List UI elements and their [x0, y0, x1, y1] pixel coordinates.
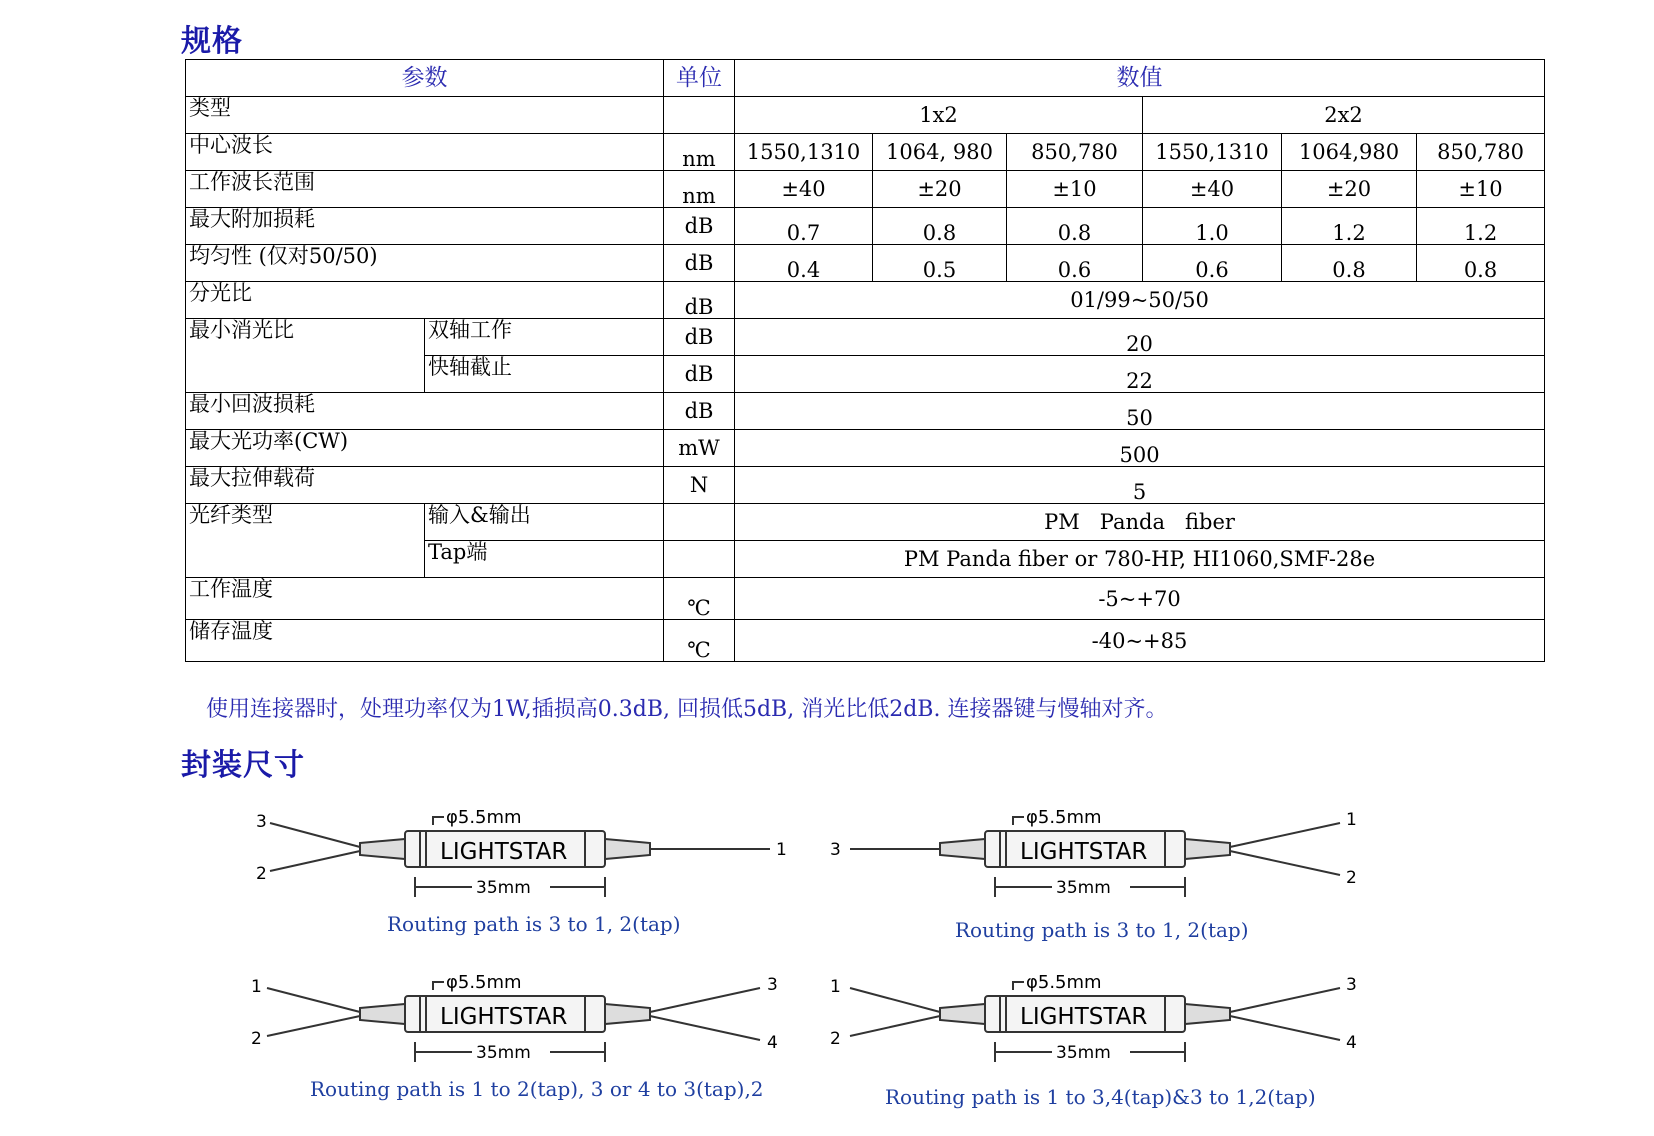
header-param: 参数 — [186, 60, 664, 97]
boot — [1185, 839, 1230, 859]
range-value: ±20 — [1282, 171, 1417, 208]
fiber-line — [1230, 823, 1340, 847]
diameter-label: φ5.5mm — [446, 807, 522, 828]
diagram-3-caption: Routing path is 1 to 2(tap), 3 or 4 to 3(tap),2 — [310, 1077, 764, 1101]
range-row — [186, 171, 1545, 208]
type-unit — [664, 97, 735, 134]
op-temp-row — [186, 578, 1545, 620]
coupler-diagram-1 — [250, 795, 810, 905]
brand-label: LIGHTSTAR — [1020, 1004, 1148, 1030]
fiber-line — [267, 1016, 360, 1036]
tensile-value: 5 — [735, 467, 1545, 504]
power-label: 最大光功率(CW) — [186, 430, 664, 467]
spec-heading: 规格 — [181, 24, 243, 59]
port-label: 3 — [830, 840, 841, 860]
fiber-sub1-value: PM Panda fiber — [735, 504, 1545, 541]
uniformity-value: 0.6 — [1143, 245, 1282, 282]
boot — [605, 1004, 650, 1024]
extinction-label: 最小消光比 — [186, 319, 425, 393]
fiber-line — [850, 988, 940, 1012]
fiber-sub2-unit — [664, 541, 735, 578]
length-label: 35mm — [476, 1043, 531, 1063]
tensile-row — [186, 467, 1545, 504]
uniformity-value: 0.8 — [1282, 245, 1417, 282]
port-label: 3 — [1346, 975, 1357, 995]
wavelength-label: 中心波长 — [186, 134, 664, 171]
op-temp-value: -5~+70 — [735, 578, 1545, 620]
uniformity-value: 0.5 — [873, 245, 1007, 282]
loss-value: 1.0 — [1143, 208, 1282, 245]
uniformity-value: 0.8 — [1417, 245, 1545, 282]
port-label: 2 — [1346, 868, 1357, 888]
coupler-diagram-2 — [820, 795, 1380, 905]
boot — [940, 839, 985, 859]
op-temp-label: 工作温度 — [186, 578, 664, 620]
loss-value: 0.8 — [873, 208, 1007, 245]
port-label: 4 — [1346, 1033, 1357, 1053]
boot — [360, 839, 405, 859]
header-unit: 单位 — [664, 60, 735, 97]
range-label: 工作波长范围 — [186, 171, 664, 208]
loss-value: 1.2 — [1417, 208, 1545, 245]
coupler-diagram-3 — [245, 960, 805, 1070]
brand-label: LIGHTSTAR — [440, 1004, 568, 1030]
fiber-line — [267, 988, 360, 1012]
loss-label: 最大附加损耗 — [186, 208, 664, 245]
type-row — [186, 97, 1545, 134]
fiber-line — [650, 1016, 760, 1040]
port-label: 3 — [256, 812, 267, 832]
power-row — [186, 430, 1545, 467]
boot — [605, 839, 650, 859]
wavelength-row — [186, 134, 1545, 171]
fiber-sub2-label: Tap端 — [425, 541, 664, 578]
loss-unit: dB — [664, 208, 735, 245]
coupler-diagram-4 — [820, 960, 1380, 1070]
st-temp-row — [186, 620, 1545, 662]
boot — [1185, 1004, 1230, 1024]
extinction-sub2-label: 快轴截止 — [425, 356, 664, 393]
wavelength-value: 1550,1310 — [735, 134, 873, 171]
port-label: 2 — [830, 1029, 841, 1049]
uniformity-row — [186, 245, 1545, 282]
range-value: ±40 — [735, 171, 873, 208]
loss-value: 0.8 — [1007, 208, 1143, 245]
wavelength-value: 1550,1310 — [1143, 134, 1282, 171]
port-label: 1 — [251, 977, 262, 997]
power-unit: mW — [664, 430, 735, 467]
return-loss-unit: dB — [664, 393, 735, 430]
port-label: 1 — [776, 840, 787, 860]
port-label: 3 — [767, 975, 778, 995]
fiber-label: 光纤类型 — [186, 504, 425, 578]
range-value: ±20 — [873, 171, 1007, 208]
header-value: 数值 — [735, 60, 1545, 97]
port-label: 2 — [251, 1029, 262, 1049]
port-label: 1 — [830, 977, 841, 997]
tensile-unit: N — [664, 467, 735, 504]
uniformity-value: 0.4 — [735, 245, 873, 282]
wavelength-value: 850,780 — [1417, 134, 1545, 171]
fiber-line — [1230, 851, 1340, 875]
wavelength-value: 850,780 — [1007, 134, 1143, 171]
brand-label: LIGHTSTAR — [1020, 839, 1148, 865]
fiber-sub1-label: 输入&输出 — [425, 504, 664, 541]
length-label: 35mm — [1056, 878, 1111, 898]
port-label: 1 — [1346, 810, 1357, 830]
st-temp-label: 储存温度 — [186, 620, 664, 662]
spec-table — [185, 59, 1545, 662]
extinction-sub1-label: 双轴工作 — [425, 319, 664, 356]
fiber-line — [270, 851, 360, 871]
fiber-sub1-unit — [664, 504, 735, 541]
port-label: 2 — [256, 864, 267, 884]
loss-value: 0.7 — [735, 208, 873, 245]
length-label: 35mm — [476, 878, 531, 898]
package-heading: 封装尺寸 — [181, 748, 305, 783]
st-temp-unit: ℃ — [664, 620, 735, 662]
split-unit: dB — [664, 282, 735, 319]
extinction-sub2-value: 22 — [735, 356, 1545, 393]
fiber-row-1 — [186, 504, 1545, 541]
extinction-sub1-value: 20 — [735, 319, 1545, 356]
split-label: 分光比 — [186, 282, 664, 319]
fiber-line — [850, 1016, 940, 1036]
uniformity-label: 均匀性 (仅对50/50) — [186, 245, 664, 282]
diameter-label: φ5.5mm — [1026, 972, 1102, 993]
power-value: 500 — [735, 430, 1545, 467]
brand-label: LIGHTSTAR — [440, 839, 568, 865]
diagram-4-caption: Routing path is 1 to 3,4(tap)&3 to 1,2(tap) — [885, 1085, 1316, 1109]
uniformity-value: 0.6 — [1007, 245, 1143, 282]
port-label: 4 — [767, 1033, 778, 1053]
fiber-line — [650, 988, 760, 1012]
fiber-line — [1230, 1016, 1340, 1040]
fiber-sub2-value: PM Panda fiber or 780-HP, HI1060,SMF-28e — [735, 541, 1545, 578]
tensile-label: 最大拉伸载荷 — [186, 467, 664, 504]
extinction-sub2-unit: dB — [664, 356, 735, 393]
range-value: ±40 — [1143, 171, 1282, 208]
fiber-line — [1230, 988, 1340, 1012]
range-value: ±10 — [1007, 171, 1143, 208]
uniformity-unit: dB — [664, 245, 735, 282]
return-loss-label: 最小回波损耗 — [186, 393, 664, 430]
return-loss-row — [186, 393, 1545, 430]
op-temp-unit: ℃ — [664, 578, 735, 620]
wavelength-value: 1064,980 — [1282, 134, 1417, 171]
diameter-label: φ5.5mm — [446, 972, 522, 993]
loss-row — [186, 208, 1545, 245]
length-label: 35mm — [1056, 1043, 1111, 1063]
split-row — [186, 282, 1545, 319]
wavelength-unit: nm — [664, 134, 735, 171]
boot — [940, 1004, 985, 1024]
wavelength-value: 1064, 980 — [873, 134, 1007, 171]
type-2x2: 2x2 — [1143, 97, 1545, 134]
extinction-sub1-unit: dB — [664, 319, 735, 356]
fiber-line — [270, 823, 360, 847]
range-value: ±10 — [1417, 171, 1545, 208]
diameter-label: φ5.5mm — [1026, 807, 1102, 828]
diagram-1-caption: Routing path is 3 to 1, 2(tap) — [387, 912, 681, 936]
type-label: 类型 — [186, 97, 664, 134]
boot — [360, 1004, 405, 1024]
diagram-2-caption: Routing path is 3 to 1, 2(tap) — [955, 918, 1249, 942]
loss-value: 1.2 — [1282, 208, 1417, 245]
header-row — [186, 60, 1545, 97]
extinction-row-1 — [186, 319, 1545, 356]
type-1x2: 1x2 — [735, 97, 1143, 134]
return-loss-value: 50 — [735, 393, 1545, 430]
st-temp-value: -40~+85 — [735, 620, 1545, 662]
connector-note: 使用连接器时，处理功率仅为1W,插损高0.3dB, 回损低5dB, 消光比低2dB. 连接器键与慢轴对齐。 — [206, 697, 1168, 722]
split-value: 01/99~50/50 — [735, 282, 1545, 319]
range-unit: nm — [664, 171, 735, 208]
